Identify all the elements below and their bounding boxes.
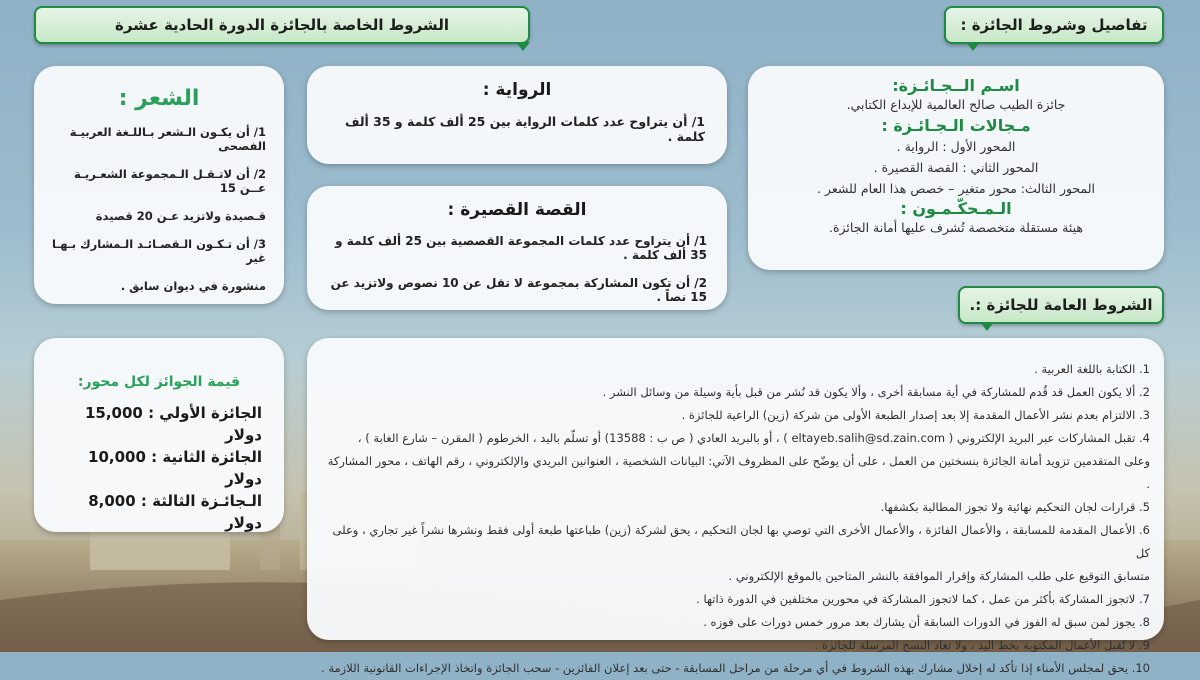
condition-item: 9. لا تُقبل الأعمال المكتوبة بخط اليد ، ولا تعاد النسخ المرسلة للجائزة . <box>814 638 1150 652</box>
novel-card <box>307 66 727 164</box>
header-special-conditions-label: الشروط الخاصة بالجائزة الدورة الحادية عشرة <box>115 16 449 34</box>
condition-item: 10. يحق لمجلس الأمناء إذا تأكد له إخلال مشارك بهذه الشروط في أي مرحلة من مراحل المسابقة - حتى بعد إعلان الفائزين - سحب الجائزة واتخاذ الإجراءات القانونية اللازمة . <box>321 661 1150 675</box>
condition-item: 3. الالتزام بعدم نشر الأعمال المقدمة إلا بعد إصدار الطبعة الأولى من شركة (زين) الراعية للجائزة . <box>681 408 1150 422</box>
award-details-card <box>748 66 1164 270</box>
condition-item: 5. قرارات لجان التحكيم نهائية ولا تجوز المطالبة بكشفها. <box>880 500 1150 514</box>
prize-third: الـجائـزة الثالثة : 8,000 دولار <box>88 492 262 532</box>
judges-title: الـمـحكّـمـون : <box>900 199 1012 218</box>
poetry-card <box>34 66 284 304</box>
short-story-card <box>307 186 727 310</box>
header-general-conditions <box>958 286 1164 324</box>
field-item: المحور الأول : الرواية . <box>896 139 1016 154</box>
header-special-conditions <box>34 6 530 44</box>
prize-second: الجائزة الثانية : 10,000 دولار <box>88 448 262 488</box>
prizes-card <box>34 338 284 532</box>
poetry-item: 1/ أن يكـون الـشعر بـاللـغة العربيـة الفصحى <box>69 125 266 153</box>
poetry-title: الشعر : <box>118 86 200 111</box>
poetry-item: منشورة في ديوان سابق . <box>120 279 266 293</box>
header-award-details-label: تفاصيل وشروط الجائزة : <box>960 16 1148 34</box>
condition-item: 7. لاتجوز المشاركة بأكثر من عمل ، كما لاتجوز المشاركة في محورين مختلفين في الدورة ذاتها . <box>696 592 1150 606</box>
header-general-conditions-label: الشروط العامة للجائزة :. <box>969 296 1153 314</box>
award-name-text: جائزة الطيب صالح العالمية للإبداع الكتابي. <box>846 97 1066 112</box>
award-name-title: اسـم الــجـائـزة: <box>892 76 1020 95</box>
award-fields-title: مـجالات الـجـائـزة : <box>881 116 1031 135</box>
short-story-title: القصة القصيرة : <box>447 200 587 220</box>
condition-item: 4. تقبل المشاركات عبر البريد الإلكتروني ( eltayeb.salih@sd.zain.com ) ، أو بالبريد العادي ( ص ب : 13588) أو تسلّم باليد ، الخرطوم ( المقرن – شارع الغابة ) ، <box>357 431 1150 445</box>
short-story-item: 1/ أن يتراوح عدد كلمات المجموعة القصصية بين 25 ألف كلمة و 35 ألف كلمة . <box>335 234 707 262</box>
field-item: المحور الثالث: محور متغير – خصص هذا العام للشعر . <box>816 181 1096 196</box>
judges-text: هيئة مستقلة متخصصة تُشرف عليها أمانة الجائزة. <box>828 220 1084 235</box>
header-award-details <box>944 6 1164 44</box>
prizes-title: قيمة الجوائز لكل محور: <box>77 374 241 390</box>
novel-title: الرواية : <box>482 80 552 100</box>
condition-item: 6. الأعمال المقدمة للمسابقة ، والأعمال الفائزة ، والأعمال الأخرى التي توصي بها لجان التحكيم ، يحق لشركة (زين) طباعتها طبعة أولى فقط ونشرها نشراً غير تجاري ، وعلى كل <box>332 523 1150 560</box>
prize-first: الجائزة الأولي : 15,000 دولار <box>84 404 262 444</box>
poetry-item: قـصيدة ولاتزيد عـن 20 قصيدة <box>95 209 266 223</box>
condition-item: وعلى المتقدمين تزويد أمانة الجائزة بنسختين من العمل ، على أن يوضّح على المظروف الآتي: البيانات الشخصية ، العنوانين البريدي والإلكتروني ، رقم الهاتف ، محور المشاركة . <box>327 454 1150 491</box>
condition-item: 8. يجوز لمن سبق له الفوز في الدورات السابقة أن يشارك بعد مرور خمس دورات على فوزه . <box>703 615 1150 629</box>
short-story-item: 2/ أن تكون المشاركة بمجموعة لا تقل عن 10 نصوص ولاتزيد عن 15 نصاً . <box>330 276 707 304</box>
novel-item: 1/ أن يتراوح عدد كلمات الرواية بين 25 ألف كلمة و 35 ألف كلمة . <box>344 114 705 144</box>
condition-item: متسابق التوقيع على طلب المشاركة وإقرار الموافقة بالنشر المتاحين بالموقع الإلكتروني . <box>728 569 1150 583</box>
poetry-item: 3/ أن تـكـون الـقصـائـد الـمشارك بـهـا غير <box>52 237 266 265</box>
field-item: المحور الثاني : القصة القصيرة . <box>873 160 1039 175</box>
condition-item: 1. الكتابة باللغة العربية . <box>1034 362 1150 376</box>
poetry-item: 2/ أن لاتـقـل الـمجموعة الشعـريـة عــن 15 <box>74 167 266 195</box>
general-conditions-card <box>307 338 1164 675</box>
condition-item: 2. ألا يكون العمل قد قُدم للمشاركة في أية مسابقة أخرى ، وألا يكون قد نُشر من قبل بأية وسيلة من وسائل النشر . <box>602 385 1150 399</box>
